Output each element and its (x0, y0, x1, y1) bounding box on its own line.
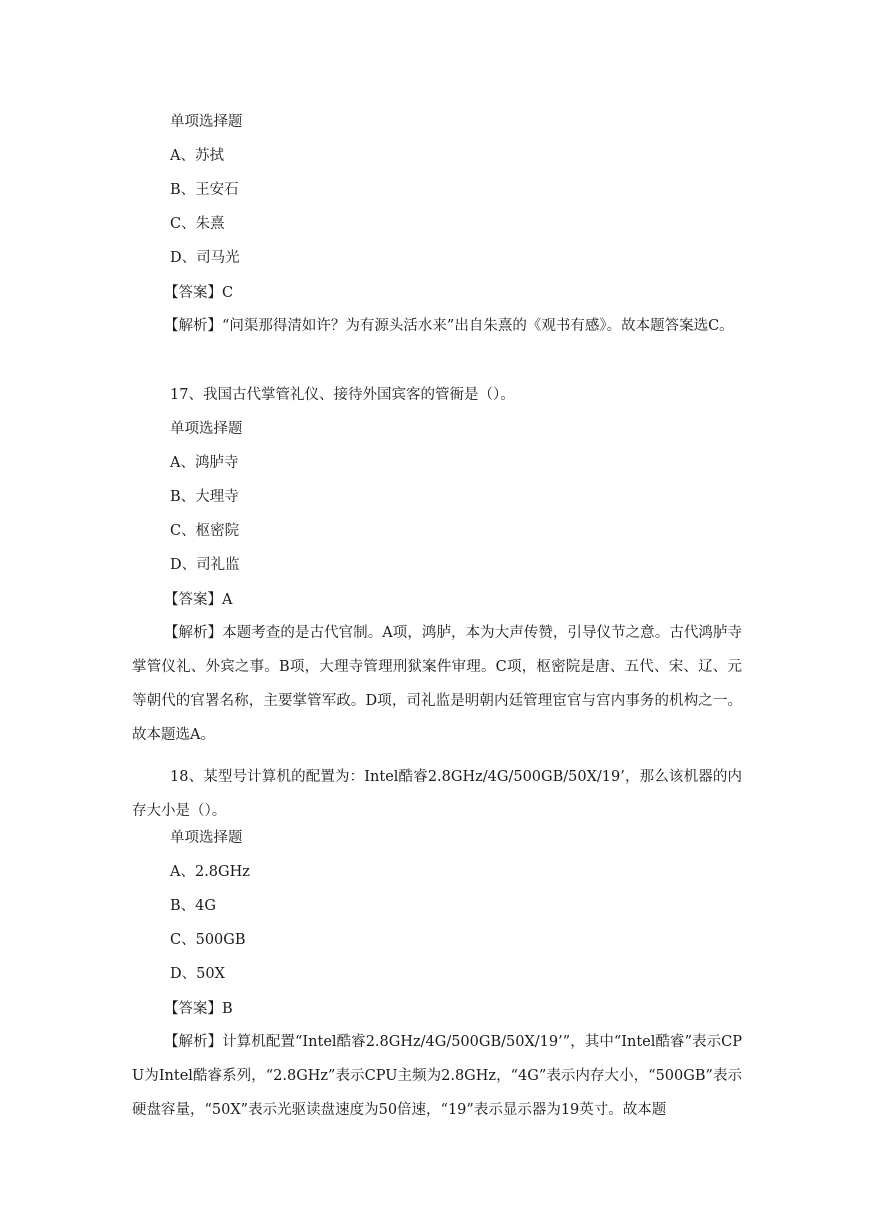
q17-type: 单项选择题 (170, 421, 243, 437)
q18-analysis: 【解析】计算机配置“Intel酷睿2.8GHz/4G/500GB/50X/19’”，其中“Intel酷睿”表示CPU为Intel酷睿系列，“2.8GHz”表示CPU主频为2.8GHz，“4G”表示内存大小，“500GB”表示硬盘容量，“50X”表示光驱读盘速度为50倍速，“19”表示显示器为19英寸。故本题 (132, 1034, 742, 1118)
q18-option-b: B、4G (170, 898, 216, 914)
q17-answer: 【答案】A (164, 592, 233, 608)
q16-answer: 【答案】C (164, 285, 234, 301)
q18-option-a: A、2.8GHz (170, 864, 250, 880)
q17-option-a: A、鸿胪寺 (170, 455, 239, 471)
q16-option-a: A、苏拭 (170, 148, 224, 164)
q17-option-b: B、大理寺 (170, 489, 239, 505)
q16-option-d: D、司马光 (170, 250, 240, 266)
q17-option-d: D、司礼监 (170, 557, 240, 573)
q17-option-c: C、枢密院 (170, 523, 240, 539)
q16-option-b: B、王安石 (170, 182, 239, 198)
q17-question: 17、我国古代掌管礼仪、接待外国宾客的管衙是（）。 (170, 387, 515, 403)
q16-analysis: 【解析】“问渠那得清如许？为有源头活水来”出自朱熹的《观书有感》。故本题答案选C。 (164, 318, 734, 334)
q18-answer: 【答案】B (164, 1001, 233, 1017)
q18-option-d: D、50X (170, 966, 225, 982)
q18-type: 单项选择题 (170, 830, 243, 846)
q18-question: 18、某型号计算机的配置为：Intel酷睿2.8GHz/4G/500GB/50X/19’，那么该机器的内存大小是（）。 (132, 769, 742, 819)
q18-option-c: C、500GB (170, 932, 246, 948)
q17-analysis: 【解析】本题考查的是古代官制。A项，鸿胪，本为大声传赞，引导仪节之意。古代鸿胪寺掌管仪礼、外宾之事。B项，大理寺管理刑狱案件审理。C项，枢密院是唐、五代、宋、辽、元等朝代的官署名称，主要掌管军政。D项，司礼监是明朝内廷管理宦官与宫内事务的机构之一。故本题选A。 (132, 625, 742, 743)
q16-type: 单项选择题 (170, 114, 243, 130)
q16-option-c: C、朱熹 (170, 216, 225, 232)
